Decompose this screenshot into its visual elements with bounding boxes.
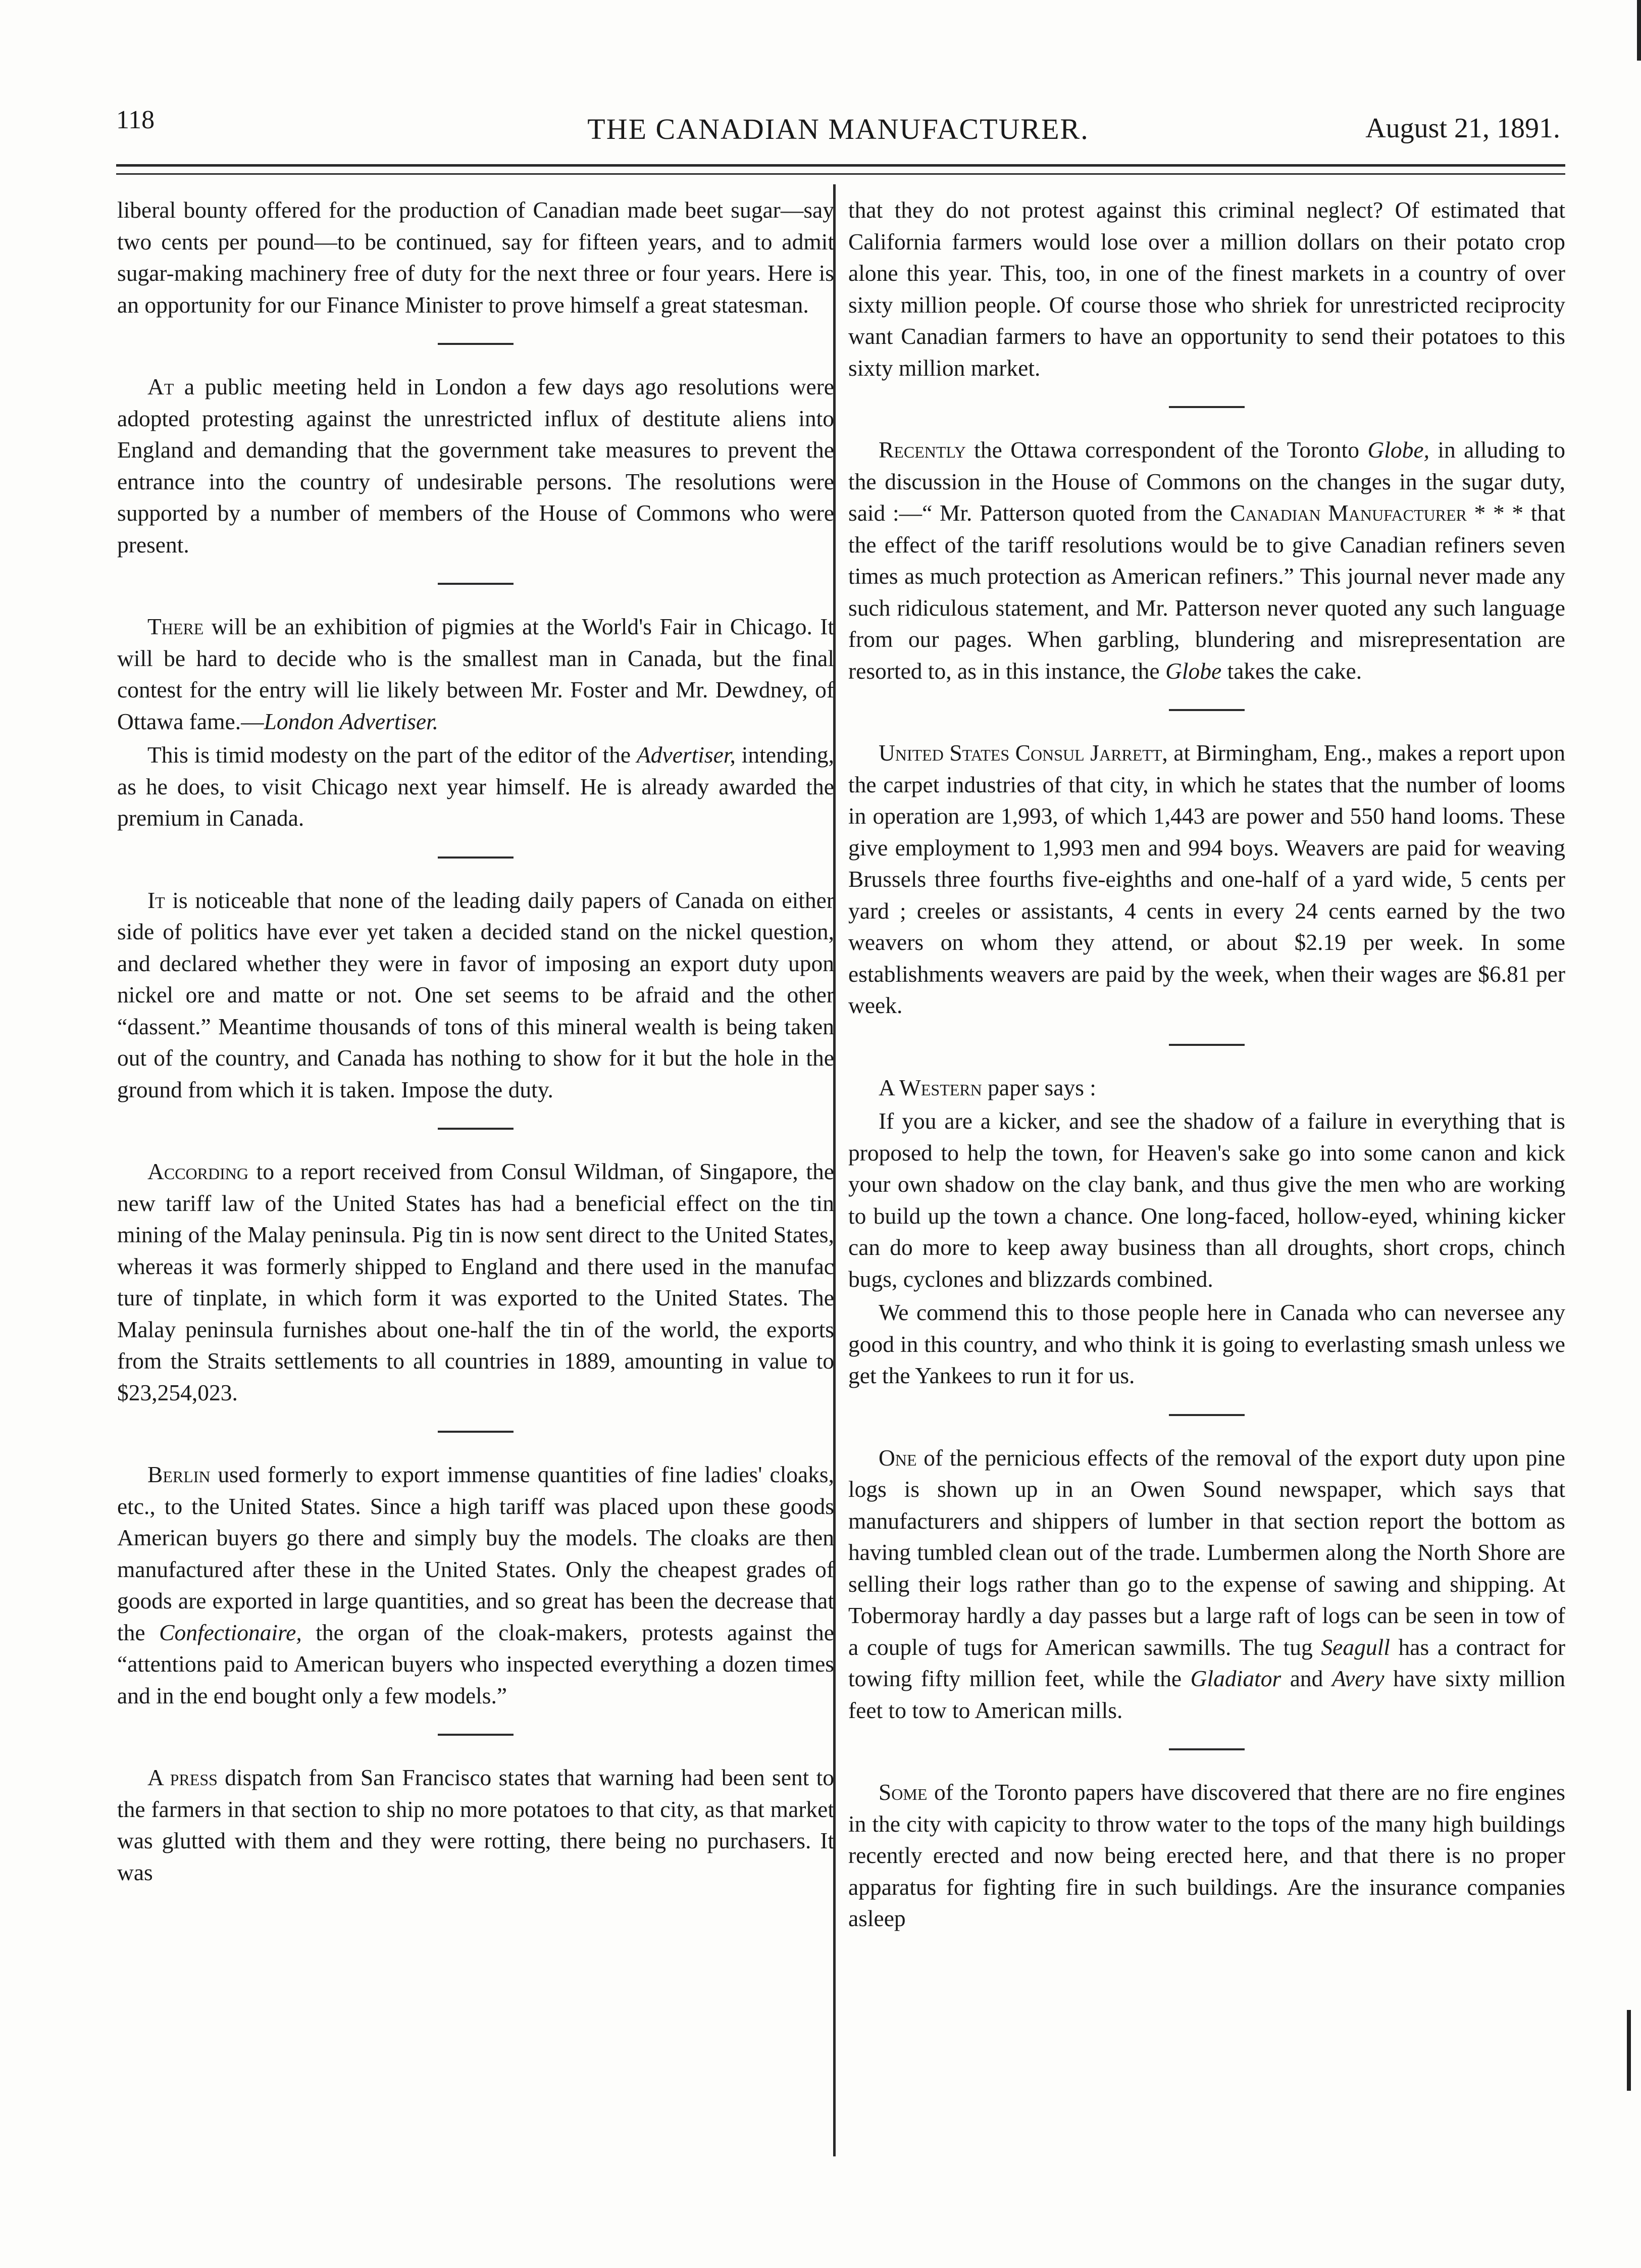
article-paragraph: There will be an exhibition of pigmies at the World's Fair in Chicago. It will be hard to decide who is the smallest man in Canada, but the final contest for the entry will lie likely between Mr. Foster and Mr. Dewdney, of Ottawa fame.—London Advertiser. — [117, 614, 834, 734]
article-separator — [1169, 709, 1245, 711]
article-separator — [438, 1734, 514, 1736]
article-separator — [438, 1128, 514, 1130]
article-paragraph: A Western paper says : — [879, 1074, 1096, 1100]
article-paragraph: We commend this to those people here in Canada who can neversee any good in this country, and who think it is going to everlasting smash unless we get the Yankees to run it for us. — [848, 1299, 1565, 1388]
left-column — [117, 194, 834, 1888]
article-separator — [1169, 1414, 1245, 1416]
article-paragraph: This is timid modesty on the part of the editor of the Advertiser, intending, as he does, to visit Chicago next year himself. He is already awarded the premium in Canada. — [117, 742, 835, 831]
article-separator — [438, 1431, 514, 1433]
article-separator — [438, 583, 514, 585]
article-separator — [1169, 1748, 1245, 1750]
issue-date: August 21, 1891. — [1365, 113, 1560, 144]
article-paragraph: Recently the Ottawa correspondent of the Toronto Globe, in alluding to the discussion in the House of Commons on the changes in the sugar duty, said :—“ Mr. Patterson quoted from the Canadian Manufacturer * * * that the effect of the tariff resolutions would be to give Canadian refiners seven times as much protection as American refiners.” This journal never made any such ridiculous statement, and Mr. Patterson never quoted any such language from our pages. When garbling, blundering and misrepresentation are resorted to, as in this instance, the Globe takes the cake. — [848, 437, 1565, 684]
article-paragraph: It is noticeable that none of the leading daily papers of Canada on either side of politics have ever yet taken a decided stand on the nickel question, and declared whether they were in favor of imposing an export duty upon nickel ore and matte or not. One set seems to be afraid and the other “dassent.” Meantime thousands of tons of this mineral wealth is being taken out of the country, and Canada has nothing to show for it but the hole in the ground from which it is taken. Impose the duty. — [117, 887, 834, 1102]
article-paragraph: A press dispatch from San Francisco states that warning had been sent to the farmers in that section to ship no more potatoes to that city, as that market was glutted with them and they were rotting, there being no purchasers. It was — [117, 1765, 834, 1885]
page-header — [116, 105, 1560, 150]
article-separator — [438, 856, 514, 859]
scan-edge-mark — [1637, 0, 1641, 61]
article-separator — [1169, 406, 1245, 408]
header-rule — [116, 164, 1565, 167]
article-paragraph: Some of the Toronto papers have discovered that there are no fire engines in the city with capicity to throw water to the tops of the many high buildings recently erected and now being erected here, and that there is no proper apparatus for fighting fire in such buildings. Are the insurance companies asleep — [848, 1779, 1565, 1931]
quoted-paragraph: If you are a kicker, and see the shadow of a failure in everything that is proposed to help the town, for Heaven's sake go into some canon and kick your own shadow on the clay bank, and thus give the men who are working to build up the town a chance. One long-faced, hollow-eyed, whining kicker can do more to keep away business than all droughts, short crops, chinch bugs, cyclones and blizzards combined. — [848, 1108, 1565, 1292]
article-paragraph: liberal bounty offered for the production of Canadian made beet sugar—say two cents per pound—to be continued, say for fifteen years, and to admit sugar-making machinery free of duty for the next three or four years. Here is an opportunity for our Finance Minister to prove himself a great statesman. — [117, 197, 834, 318]
page-number: 118 — [116, 106, 155, 134]
article-paragraph: One of the pernicious effects of the removal of the export duty upon pine logs is shown up in an Owen Sound newspaper, which says that manufacturers and shippers of lumber in that section report the bottom as having tumbled clean out of the trade. Lumbermen along the North Shore are selling their logs rather than go to the expense of sawing and shipping. At Tobermoray hardly a day passes but a large raft of logs can be seen in tow of a couple of tugs for American sawmills. The tug Seagull has a contract for towing fifty million feet, while the Gladiator and Avery have sixty million feet to tow to American mills. — [848, 1444, 1565, 1723]
journal-title: THE CANADIAN MANUFACTURER. — [587, 113, 1089, 145]
article-paragraph: According to a report received from Consul Wildman, of Singapore, the new tariff law of the United States has had a beneficial effect on the tin mining of the Malay peninsula. Pig tin is now sent direct to the United States, whereas it was formerly shipped to England and there used in the manufac ture of tinplate, in which form it was exported to the United States. The Malay peninsula furnishes about one-half the tin of the world, the exports from the Straits settlements to all countries in 1889, amounting in value to $23,254,023. — [117, 1158, 834, 1405]
scan-edge-mark — [1627, 2010, 1631, 2091]
right-column — [848, 194, 1565, 1935]
article-paragraph: that they do not protest against this criminal neglect? Of estimated that California farmers would lose over a million dollars on their potato crop alone this year. This, too, in one of the finest markets in a country of over sixty million people. Of course those who shriek for unrestricted reciprocity want Canadian farmers to have an opportunity to send their potatoes to this sixty million market. — [848, 197, 1565, 381]
article-separator — [438, 343, 514, 345]
article-paragraph: At a public meeting held in London a few days ago resolutions were adopted protesting against the unrestricted influx of destitute aliens into England and demanding that the government take measures to prevent the entrance into the country of undesirable persons. The resolutions were supported by a number of members of the House of Commons who were present. — [117, 374, 834, 558]
article-separator — [1169, 1044, 1245, 1046]
header-rule-thin — [116, 173, 1565, 175]
article-paragraph: Berlin used formerly to export immense quantities of fine ladies' cloaks, etc., to the United States. Since a high tariff was placed upon these goods American buyers go there and simply buy the models. The cloaks are then manufactured after these in the United States. Only the cheapest grades of goods are exported in large quantities, and so great has been the decrease that the Confectionaire, the organ of the cloak-makers, protests against the “attentions paid to American buyers who inspected everything a dozen times and in the end bought only a few models.” — [117, 1461, 835, 1708]
article-paragraph: United States Consul Jarrett, at Birmingham, Eng., makes a report upon the carpet industries of that city, in which he states that the number of looms in operation are 1,993, of which 1,443 are power and 550 hand looms. These give employment to 1,993 men and 994 boys. Weavers are paid for weaving Brussels three fourths five-eighths and one-half of a yard wide, 5 cents per yard ; creeles or assistants, 4 cents in every 24 cents earned by the two weavers on whom they attend, or about $2.19 per week. In some establishments weavers are paid by the week, when their wages are $6.81 per week. — [848, 740, 1566, 1018]
